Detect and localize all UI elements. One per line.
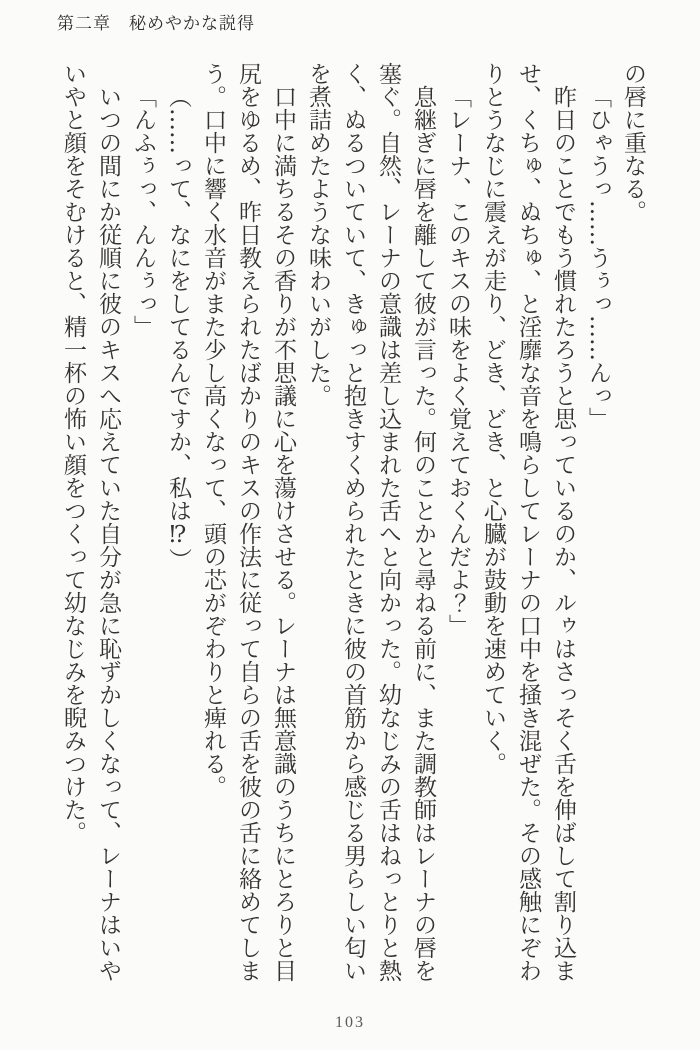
paragraph: いつの間にか従順に彼のキスへ応えていた自分が急に恥ずかしくなって、レーナはいやいやと顔をそむけると、精一杯の怖い顔をつくって幼なじみを睨みつけた。 bbox=[60, 62, 121, 982]
paragraph: 昨日のことでもう慣れたろうと思っているのか、ルゥはさっそく舌を伸ばして割り込ませ、くちゅ、ぬちゅ、と淫靡な音を鳴らしてレーナの口中を掻き混ぜた。その感触にぞわりとうなじに震えが走り、どき、どき、と心臓が鼓動を速めていく。 bbox=[480, 62, 576, 982]
paragraph: 「ひゃうっ……うぅっ……んっ」 bbox=[585, 85, 611, 430]
paragraph: 「んふぅっ、んんぅっ」 bbox=[130, 85, 156, 338]
chapter-header: 第二章 秘めやかな説得 bbox=[57, 14, 255, 34]
body-text bbox=[48, 62, 650, 988]
paragraph: 口中に満ちるその香りが不思議に心を蕩けさせる。レーナは無意識のうちにとろりと目尻をゆるめ、昨日教えられたばかりのキスの作法に従って自らの舌を彼の舌に絡めてしまう。口中に響く水音がまた少し高くなって、頭の芯がぞわりと痺れる。 bbox=[200, 62, 296, 982]
paragraph: 息継ぎに唇を離して彼が言った。何のことかと尋ねる前に、また調教師はレーナの唇を塞ぐ。自然、レーナの意識は差し込まれた舌へと向かった。幼なじみの舌はねっとりと熱く、ぬるついていて、きゅっと抱きすくめられたときに彼の首筋から感じる男らしい匂いを煮詰めたような味わいがした。 bbox=[305, 62, 436, 982]
page-number: 103 bbox=[335, 1014, 365, 1031]
paragraph: 「レーナ、このキスの味をよく覚えておくんだよ？」 bbox=[445, 85, 471, 637]
paragraph: （……って、なにをしてるんですか、私は⁉） bbox=[165, 85, 191, 571]
paragraph: の唇に重なる。 bbox=[620, 62, 646, 223]
